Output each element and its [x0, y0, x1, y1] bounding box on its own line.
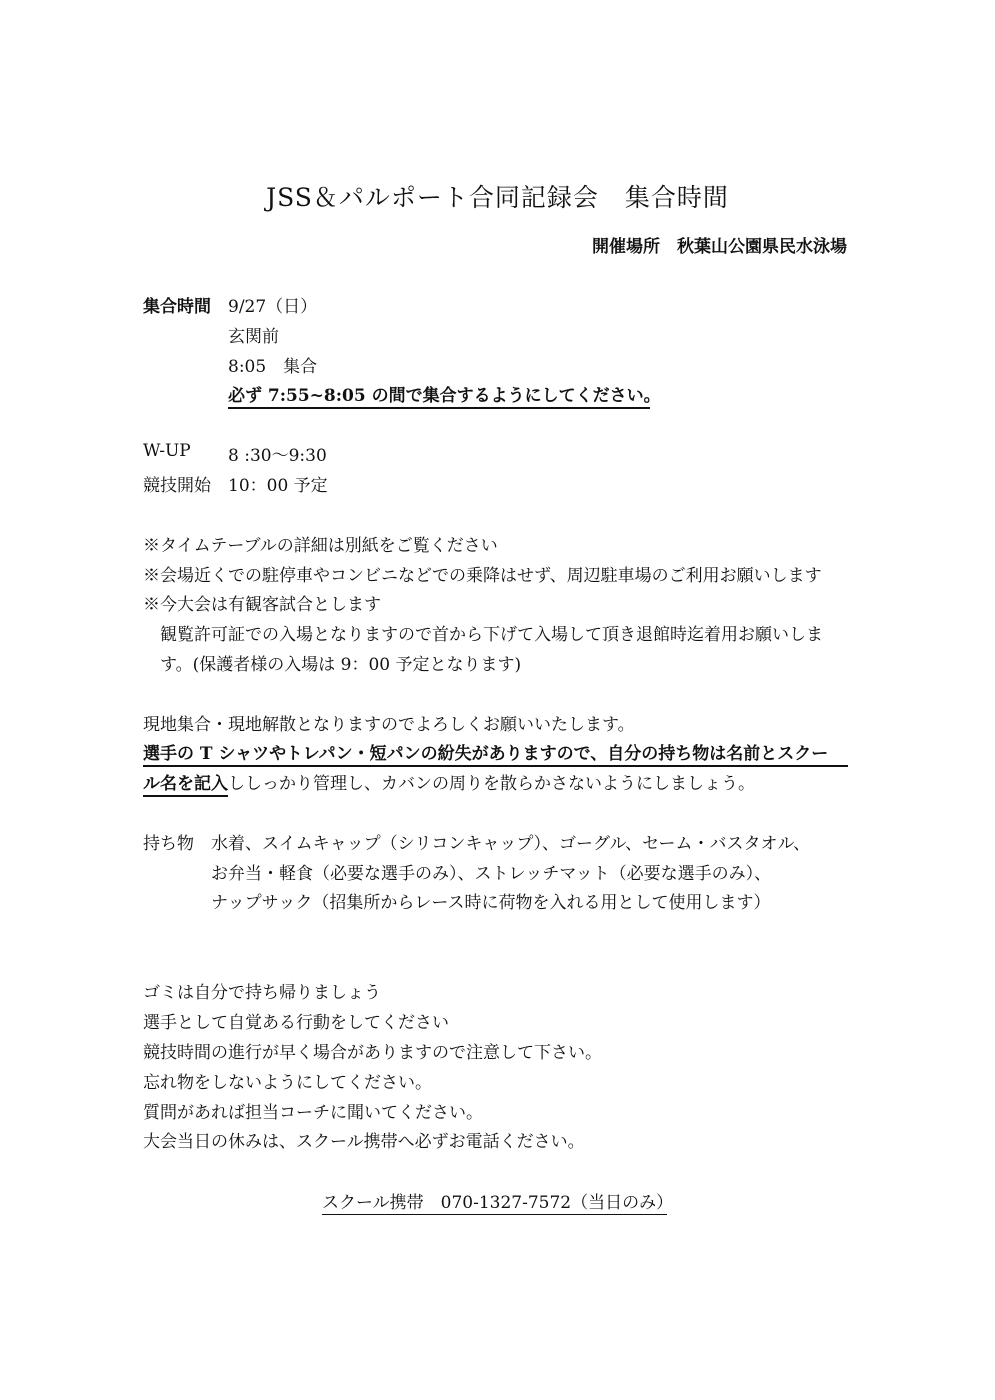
gather-time: 8:05 集合 — [228, 357, 318, 377]
rule-item: 競技時間の進行が早く場合がありますので注意して下さい。 — [143, 1043, 602, 1063]
lost-items-warning: 選手の T シャツやトレパン・短パンの紛失がありますので、自分の持ち物は名前とスクー — [143, 739, 848, 767]
start-time: 10：00 予定 — [228, 476, 328, 496]
gather-note: 必ず 7:55~8:05 の間で集合するようにしてください。 — [228, 381, 650, 409]
start-label: 競技開始 — [143, 476, 211, 496]
note-timetable: ※タイムテーブルの詳細は別紙をご覧ください — [143, 536, 498, 556]
school-phone: スクール携帯 070-1327-7572（当日のみ） — [322, 1188, 667, 1215]
belongings-label: 持ち物 — [143, 834, 194, 854]
note-parking: ※会場近くでの駐停車やコンビニなどでの乗降はせず、周辺駐車場のご利用お願いします — [143, 566, 822, 586]
name-label-instruction — [143, 769, 755, 794]
rule-item: 選手として自覚ある行動をしてください — [143, 1013, 449, 1033]
wup-time: 8 :30〜9:30 — [228, 446, 327, 466]
rule-item: 忘れ物をしないようにしてください。 — [143, 1073, 432, 1093]
gather-label: 集合時間 — [143, 297, 211, 317]
rule-item: 大会当日の休みは、スクール携帯へ必ずお電話ください。 — [143, 1132, 585, 1152]
note-entry-time: す。(保護者様の入場は 9：00 予定となります) — [160, 655, 522, 675]
rule-item: ゴミは自分で持ち帰りましょう — [143, 983, 381, 1003]
rule-item: 質問があれば担当コーチに聞いてください。 — [143, 1103, 483, 1123]
name-label-rest: ししっかり管理し、カバンの周りを散らかさないようにしましょう。 — [228, 774, 755, 794]
wup-label: W-UP — [143, 441, 191, 461]
name-label-bold: ル名を記入 — [143, 774, 228, 797]
belongings-item: 水着、スイムキャップ（シリコンキャップ）、ゴーグル、セーム・バスタオル、 — [211, 834, 811, 854]
gather-date: 9/27（日） — [228, 297, 318, 317]
venue-text: 開催場所 秋葉山公園県民水泳場 — [592, 237, 847, 257]
note-pass: 観覧許可証での入場となりますので首から下げて入場して頂き退館時迄着用お願いしま — [160, 625, 823, 645]
note-spectators: ※今大会は有観客試合とします — [143, 595, 381, 615]
belongings-item: ナップサック（招集所からレース時に荷物を入れる用として使用します） — [211, 893, 771, 913]
dismissal-line: 現地集合・現地解散となりますのでよろしくお願いいたします。 — [143, 715, 635, 735]
gather-place: 玄関前 — [228, 327, 279, 347]
page-title: JSS＆パルポート合同記録会 集合時間 — [266, 183, 729, 212]
belongings-item: お弁当・軽食（必要な選手のみ）、ストレッチマット（必要な選手のみ）、 — [211, 864, 772, 884]
